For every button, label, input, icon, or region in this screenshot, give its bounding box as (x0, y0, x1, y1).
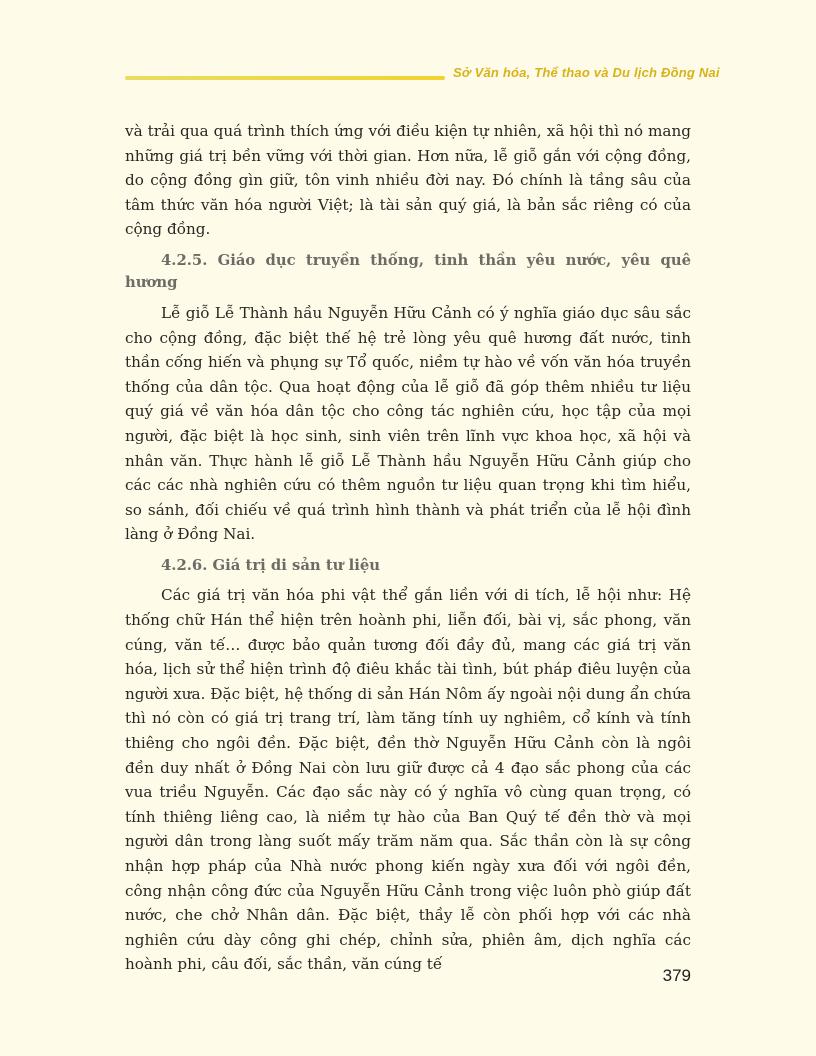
page-body (125, 119, 691, 977)
paragraph-continued: và trải qua quá trình thích ứng với điều kiện tự nhiên, xã hội thì nó mang những giá trị bền vững với thời gian. Hơn nữa, lễ giỗ gắn với cộng đồng, do cộng đồng gìn giữ, tôn vinh nhiều đời nay. Đó chính là tầng sâu của tâm thức văn hóa người Việt; là tài sản quý giá, là bản sắc riêng có của cộng đồng. (125, 122, 691, 239)
paragraph-heritage: Các giá trị văn hóa phi vật thể gắn liền với di tích, lễ hội như: Hệ thống chữ Hán thể hiện trên hoành phi, liễn đối, bài vị, sắc phong, văn cúng, văn tế… được bảo quản tương đối đầy đủ, mang các giá trị văn hóa, lịch sử thể hiện trình độ điêu khắc tài tình, bút pháp điêu luyện của người xưa. Đặc biệt, hệ thống di sản Hán Nôm ấy ngoài nội dung ẩn chứa thì nó còn có giá trị trang trí, làm tăng tính uy nghiêm, cổ kính và tính thiêng cho ngôi đền. Đặc biệt, đền thờ Nguyễn Hữu Cảnh còn là ngôi đền duy nhất ở Đồng Nai còn lưu giữ được cả 4 đạo sắc phong của các vua triều Nguyễn. Các đạo sắc này có ý nghĩa vô cùng quan trọng, có tính thiêng liêng cao, là niềm tự hào của Ban Quý tế đền thờ và mọi người dân trong làng suốt mấy trăm năm qua. Sắc thần còn là sự công nhận hợp pháp của Nhà nước phong kiến ngày xưa đối với ngôi đền, công nhận công đức của Nguyễn Hữu Cảnh trong việc luôn phò giúp đất nước, che chở Nhân dân. Đặc biệt, thầy lễ còn phối hợp với các nhà nghiên cứu dày công ghi chép, chỉnh sửa, phiên âm, dịch nghĩa các hoành phi, câu đối, sắc thần, văn cúng tế (125, 586, 691, 974)
page-number: 379 (662, 966, 691, 985)
paragraph-education: Lễ giỗ Lễ Thành hầu Nguyễn Hữu Cảnh có ý nghĩa giáo dục sâu sắc cho cộng đồng, đặc biệt thế hệ trẻ lòng yêu quê hương đất nước, tinh thần cống hiến và phụng sự Tổ quốc, niềm tự hào về vốn văn hóa truyền thống của dân tộc. Qua hoạt động của lễ giỗ đã góp thêm nhiều tư liệu quý giá về văn hóa dân tộc cho công tác nghiên cứu, học tập của mọi người, đặc biệt là học sinh, sinh viên trên lĩnh vực khoa học, xã hội và nhân văn. Thực hành lễ giỗ Lễ Thành hầu Nguyễn Hữu Cảnh giúp cho các các nhà nghiên cứu có thêm nguồn tư liệu quan trọng khi tìm hiểu, so sánh, đối chiếu về quá trình hình thành và phát triển của lễ hội đình làng ở Đồng Nai. (125, 303, 691, 544)
running-header: Sở Văn hóa, Thể thao và Du lịch Đồng Nai (453, 65, 720, 80)
header-rule (125, 76, 445, 80)
section-heading-4-2-5: 4.2.5. Giáo dục truyền thống, tinh thần yêu nước, yêu quê hương (125, 251, 691, 292)
section-heading-4-2-6: 4.2.6. Giá trị di sản tư liệu (161, 556, 380, 574)
